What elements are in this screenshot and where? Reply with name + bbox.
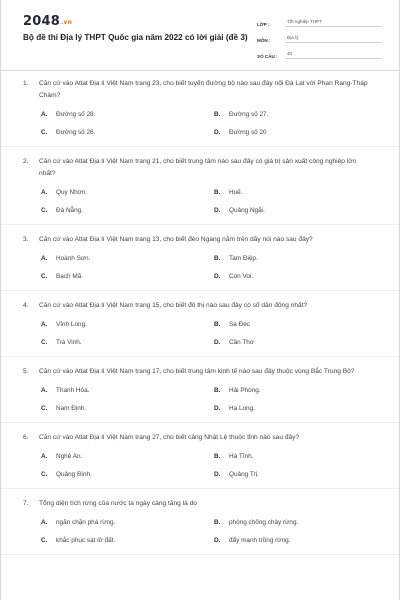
- option-a[interactable]: [41, 250, 214, 266]
- meta-class-label: LỚP :: [257, 22, 270, 27]
- option-text: Quy Nhơn.: [56, 188, 88, 196]
- option-letter: A.: [41, 254, 48, 262]
- meta-subject-row: [257, 30, 381, 43]
- question-number: 3.: [23, 236, 29, 243]
- option-grid: [1, 250, 399, 284]
- logo-main: 2048: [23, 14, 60, 29]
- option-d[interactable]: [214, 202, 387, 218]
- option-c[interactable]: [41, 334, 214, 350]
- option-text: Quảng Trị.: [229, 470, 259, 478]
- option-letter: C.: [41, 536, 48, 544]
- option-text: Đường số 26.: [56, 128, 96, 136]
- question-text: Căn cứ vào Atlat Địa lí Việt Nam trang 13, cho biết đèo Ngang nằm trên dãy núi nào sau đây?: [39, 236, 313, 243]
- meta-count-label: SỐ CÂU :: [257, 54, 278, 59]
- option-text: đẩy mạnh trồng rừng.: [229, 536, 291, 544]
- option-letter: D.: [214, 338, 221, 346]
- question-6: [1, 432, 399, 489]
- option-text: Nghệ An.: [56, 452, 83, 460]
- option-text: Sa Đéc: [229, 320, 250, 328]
- question-3: [1, 234, 399, 291]
- option-text: khắc phục sạt lở đất.: [56, 536, 116, 544]
- option-text: Vĩnh Long.: [56, 320, 87, 328]
- option-b[interactable]: [214, 382, 387, 398]
- meta-count-row: [257, 46, 381, 59]
- option-a[interactable]: [41, 106, 214, 122]
- option-letter: C.: [41, 272, 48, 280]
- option-c[interactable]: [41, 400, 214, 416]
- question-number: 6.: [23, 434, 29, 441]
- option-text: Hải Phòng.: [229, 386, 261, 394]
- option-letter: B.: [214, 518, 221, 526]
- logo-tld: .vn: [60, 19, 73, 26]
- option-text: Trà Vinh.: [56, 338, 82, 346]
- exam-header: [1, 0, 399, 71]
- question-7: [1, 498, 399, 555]
- option-text: Bạch Mã.: [56, 272, 83, 280]
- option-letter: D.: [214, 128, 221, 136]
- option-text: Đà Nẵng.: [56, 206, 83, 214]
- option-text: Hà Tĩnh.: [229, 452, 254, 460]
- option-a[interactable]: [41, 514, 214, 530]
- option-d[interactable]: [214, 400, 387, 416]
- option-c[interactable]: [41, 202, 214, 218]
- option-text: Đường số 27.: [229, 110, 269, 118]
- question-number: 5.: [23, 368, 29, 375]
- option-letter: D.: [214, 404, 221, 412]
- option-letter: A.: [41, 110, 48, 118]
- question-text: Căn cứ vào Atlat Địa lí Việt Nam trang 17, cho biết trung tâm kinh tế nào sau đây thuộc vùng Bắc Trung Bộ?: [39, 368, 355, 375]
- option-letter: B.: [214, 452, 221, 460]
- option-text: Nam Định.: [56, 404, 87, 412]
- question-list: [1, 78, 399, 564]
- question-number: 1.: [23, 80, 29, 87]
- option-text: Đường số 20: [229, 128, 267, 136]
- option-text: Thanh Hóa.: [56, 386, 90, 394]
- option-grid: [1, 106, 399, 140]
- question-2: [1, 156, 399, 225]
- option-letter: A.: [41, 320, 48, 328]
- option-b[interactable]: [214, 106, 387, 122]
- question-number: 7.: [23, 500, 29, 507]
- option-text: Hạ Long.: [229, 404, 255, 412]
- option-text: Con Voi.: [229, 272, 254, 280]
- option-letter: D.: [214, 206, 221, 214]
- option-a[interactable]: [41, 448, 214, 464]
- option-d[interactable]: [214, 466, 387, 482]
- meta-subject-label: MÔN :: [257, 38, 271, 43]
- question-4: [1, 300, 399, 357]
- option-letter: A.: [41, 386, 48, 394]
- meta-subject-value: Địa lý: [285, 35, 381, 43]
- option-letter: D.: [214, 272, 221, 280]
- option-letter: C.: [41, 338, 48, 346]
- option-text: ngăn chặn phá rừng.: [56, 518, 116, 526]
- option-text: Huế.: [229, 188, 243, 196]
- option-text: phòng chống cháy rừng.: [229, 518, 299, 526]
- option-b[interactable]: [214, 514, 387, 530]
- option-grid: [1, 514, 399, 548]
- option-d[interactable]: [214, 532, 387, 548]
- option-letter: A.: [41, 518, 48, 526]
- meta-class-value: Tốt nghiệp THPT: [285, 19, 381, 27]
- option-d[interactable]: [214, 268, 387, 284]
- option-letter: B.: [214, 110, 221, 118]
- option-grid: [1, 382, 399, 416]
- question-text: Căn cứ vào Atlat Địa lí Việt Nam trang 27, cho biết cảng Nhật Lệ thuộc tỉnh nào sau đây?: [39, 434, 300, 441]
- option-d[interactable]: [214, 124, 387, 140]
- option-letter: B.: [214, 320, 221, 328]
- option-letter: B.: [214, 188, 221, 196]
- option-b[interactable]: [214, 448, 387, 464]
- option-letter: C.: [41, 206, 48, 214]
- option-c[interactable]: [41, 466, 214, 482]
- option-letter: C.: [41, 128, 48, 136]
- option-text: Quảng Bình.: [56, 470, 92, 478]
- option-c[interactable]: [41, 124, 214, 140]
- exam-meta: [257, 14, 381, 62]
- option-c[interactable]: [41, 268, 214, 284]
- option-letter: C.: [41, 470, 48, 478]
- option-b[interactable]: [214, 184, 387, 200]
- question-number: 2.: [23, 158, 29, 165]
- option-grid: [1, 316, 399, 350]
- exam-title: Bộ đề thi Địa lý THPT Quốc gia năm 2022 có lời giải (đề 3): [23, 33, 248, 42]
- option-text: Hoành Sơn.: [56, 254, 91, 262]
- option-grid: [1, 448, 399, 482]
- option-letter: C.: [41, 404, 48, 412]
- option-letter: A.: [41, 188, 48, 196]
- option-text: Cần Thơ: [229, 338, 255, 346]
- site-logo[interactable]: [23, 14, 72, 29]
- option-text: Quảng Ngãi.: [229, 206, 265, 214]
- option-letter: A.: [41, 452, 48, 460]
- meta-class-row: [257, 14, 381, 27]
- option-letter: B.: [214, 386, 221, 394]
- question-text: Tổng diện tích rừng của nước ta ngày càng tăng là do: [39, 500, 197, 507]
- option-letter: B.: [214, 254, 221, 262]
- question-5: [1, 366, 399, 423]
- question-number: 4.: [23, 302, 29, 309]
- option-a[interactable]: [41, 316, 214, 332]
- option-d[interactable]: [214, 334, 387, 350]
- question-text: Căn cứ vào Atlat Địa lí Việt Nam trang 23, cho biết tuyến đường bộ nào sau đây nối Đà Lạt với Phan Rang-Tháp Chàm?: [39, 80, 368, 99]
- option-grid: [1, 184, 399, 218]
- option-a[interactable]: [41, 184, 214, 200]
- question-1: [1, 78, 399, 147]
- option-a[interactable]: [41, 382, 214, 398]
- option-letter: D.: [214, 470, 221, 478]
- option-c[interactable]: [41, 532, 214, 548]
- meta-count-value: 40: [285, 51, 381, 59]
- option-text: Đường số 28.: [56, 110, 96, 118]
- option-b[interactable]: [214, 250, 387, 266]
- option-letter: D.: [214, 536, 221, 544]
- question-text: Căn cứ vào Atlat Địa lí Việt Nam trang 21, cho biết trung tâm nào sau đây có giá trị sản xuất công nghiệp lớn nhất?: [39, 158, 357, 177]
- option-b[interactable]: [214, 316, 387, 332]
- option-text: Tam Điệp.: [229, 254, 258, 262]
- question-text: Căn cứ vào Atlat Địa lí Việt Nam trang 15, cho biết đô thị nào sau đây có số dân đông nhất?: [39, 302, 308, 309]
